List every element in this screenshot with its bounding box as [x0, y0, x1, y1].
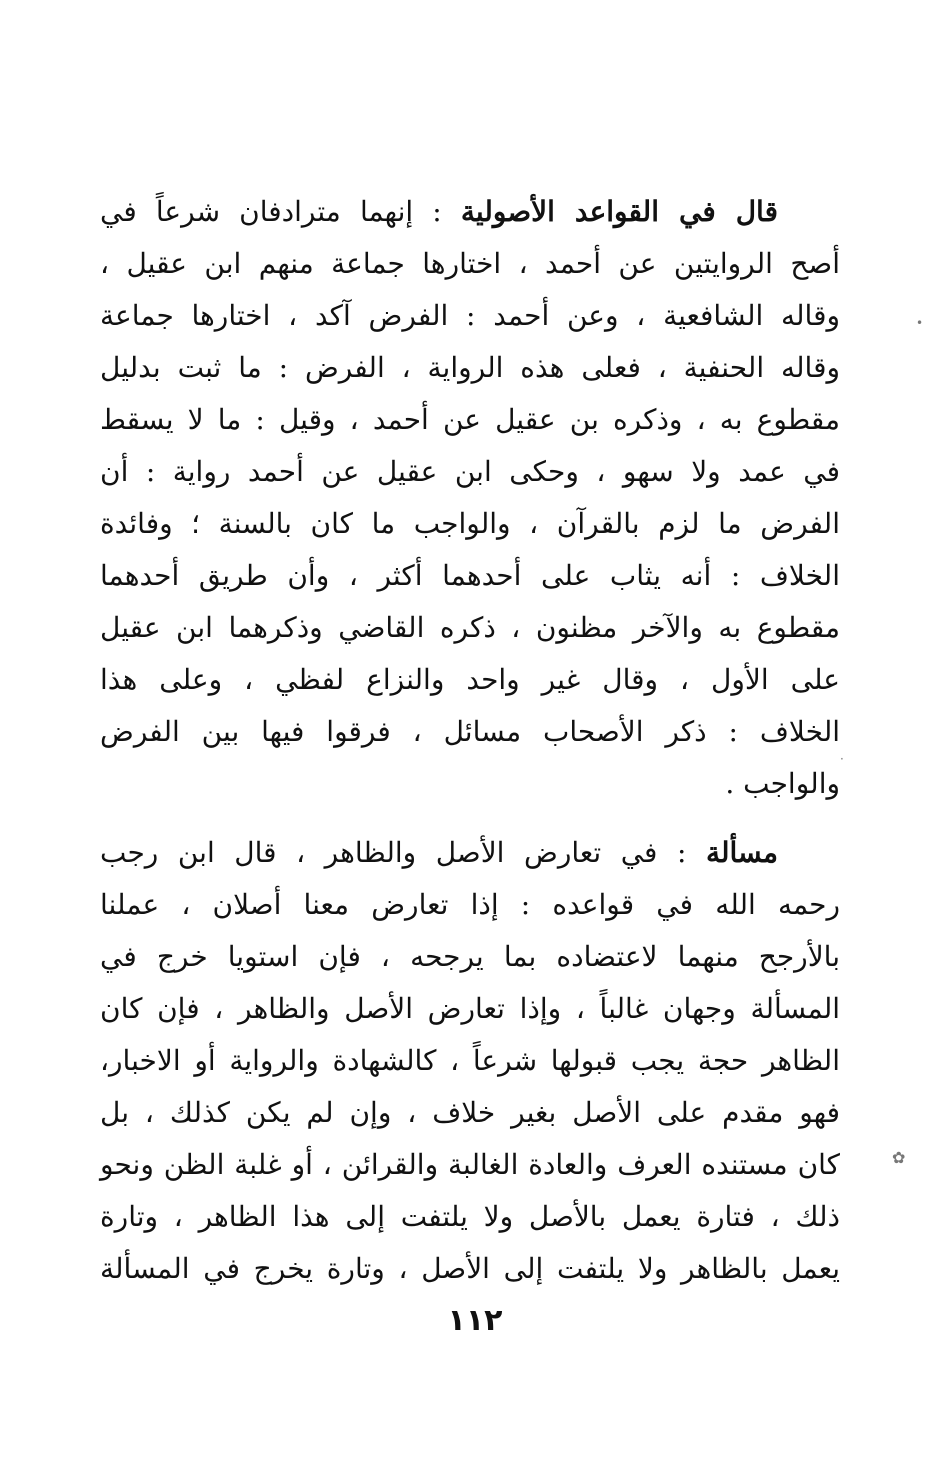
bold-heading: قال في القواعد الأصولية [460, 195, 778, 228]
text-line: فهو مقدم على الأصل بغير خلاف ، وإن لم يكن كذلك ، بل [100, 1096, 840, 1129]
text-line: يعمل بالظاهر ولا يلتفت إلى الأصل ، وتارة يخرج في المسألة [100, 1252, 840, 1285]
text-line: المسألة وجهان غالباً ، وإذا تعارض الأصل والظاهر ، فإن كان [100, 992, 840, 1025]
text-run: : في تعارض الأصل والظاهر ، قال ابن رجب [100, 836, 706, 869]
text-line: مقطوع به والآخر مظنون ، ذكره القاضي وذكرهما ابن عقيل [100, 611, 840, 644]
text-line: ذلك ، فتارة يعمل بالأصل ولا يلتفت إلى هذا الظاهر ، وتارة [100, 1200, 840, 1233]
text-line: وقاله الحنفية ، فعلى هذه الرواية ، الفرض : ما ثبت بدليل [100, 351, 840, 384]
scan-ornament-icon: ✿ [892, 1148, 906, 1167]
text-line: في عمد ولا سهو ، وحكى ابن عقيل عن أحمد رواية : أن [100, 455, 840, 488]
text-line [100, 827, 840, 879]
page-number: ١١٢ [447, 1303, 503, 1338]
text-line: الفرض ما لزم بالقرآن ، والواجب ما كان بالسنة ؛ وفائدة [100, 507, 840, 540]
text-line: وقاله الشافعية ، وعن أحمد : الفرض آكد ، اختارها جماعة [100, 299, 840, 332]
text-line: مقطوع به ، وذكره بن عقيل عن أحمد ، وقيل : ما لا يسقط [100, 403, 840, 436]
text-line: الخلاف : أنه يثاب على أحدهما أكثر ، وأن طريق أحدهما [100, 559, 840, 592]
text-line: بالأرجح منهما لاعتضاده بما يرجحه ، فإن استويا خرج في [100, 940, 840, 973]
text-run: : إنهما مترادفان شرعاً في [100, 195, 461, 228]
text-line: الظاهر حجة يجب قبولها شرعاً ، كالشهادة والرواية أو الاخبار، [100, 1044, 840, 1077]
text-line: كان مستنده العرف والعادة الغالبة والقرائن ، أو غلبة الظن ونحو [100, 1148, 840, 1181]
text-line: رحمه الله في قواعده : إذا تعارض معنا أصلان ، عملنا [100, 888, 840, 921]
text-line: والواجب . [725, 767, 840, 800]
text-line: على الأول ، وقال غير واحد والنزاع لفظي ، وعلى هذا [100, 663, 840, 696]
paragraph-asl-zahir [100, 827, 840, 1295]
bold-heading: مسألة [705, 836, 778, 869]
text-line: الخلاف : ذكر الأصحاب مسائل ، فرقوا فيها بين الفرض [100, 715, 840, 748]
scan-speck: • [916, 316, 924, 330]
paragraph-fard-wajib [100, 186, 840, 810]
scan-speck: · [840, 752, 844, 766]
text-line: أصح الروايتين عن أحمد ، اختارها جماعة منهم ابن عقيل ، [100, 247, 840, 280]
text-line [100, 186, 840, 238]
